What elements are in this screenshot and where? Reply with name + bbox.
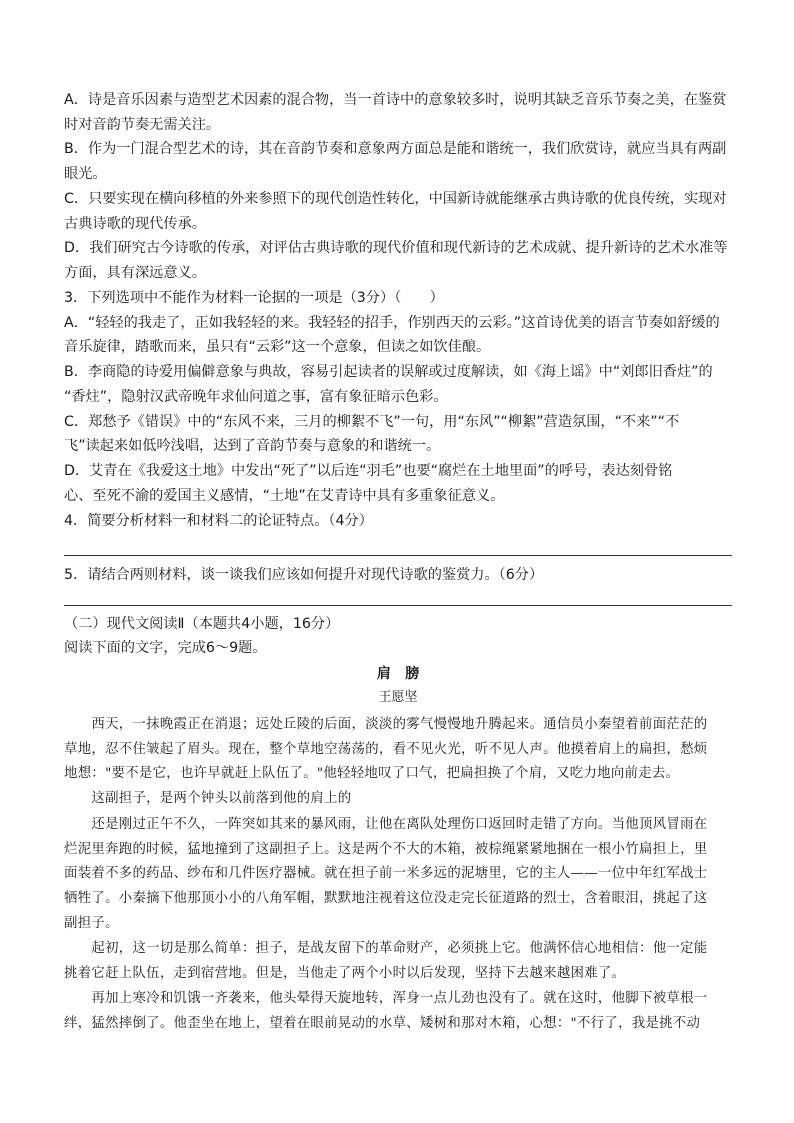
- story-line: 还是刚过正午不久，一阵突如其来的暴风雨，让他在离队处理伤口返回时走错了方向。当他顶风冒雨在: [64, 817, 708, 832]
- story-line: 副担子。: [64, 916, 119, 931]
- q2-option-a-line1: A．诗是音乐因素与造型艺术因素的混合物，当一首诗中的意象较多时，说明其缺乏音乐节奏之美，在鉴赏: [64, 92, 727, 108]
- q3-stem: 3．下列选项中不能作为材料一论据的一项是（3分）（ ）: [64, 290, 444, 306]
- story-line: 草地，忍不住皱起了眉头。现在，整个草地空荡荡的，看不见火光，听不见人声。他摸着肩上的扁担，愁烦: [64, 742, 708, 757]
- story-line: 烂泥里奔跑的时候，猛地撞到了这副担子上。这是两个不大的木箱，被棕绳紧紧地捆在一根小竹扁担上，里: [64, 842, 708, 857]
- story-title: 肩 膀: [376, 666, 420, 682]
- story-line: 再加上寒冷和饥饿一齐袭来，他头晕得天旋地转，浑身一点儿劲也没有了。就在这时，他脚下被草根一: [64, 991, 708, 1006]
- story-author: 王愿坚: [378, 690, 418, 705]
- story-line: 挑着它赶上队伍，走到宿营地。但是，当他走了两个小时以后发现，坚持下去越来越困难了。: [64, 966, 626, 981]
- story-line: 地想："要不是它，也许早就赶上队伍了。"他轻轻地叹了口气，把扁担换了个肩，又吃力地向前走去。: [64, 766, 680, 781]
- story-line: 西天，一抹晚霞正在消退；远处丘陵的后面，淡淡的雾气慢慢地升腾起来。通信员小秦望着前面茫茫的: [64, 717, 708, 732]
- q2-option-c-line2: 古典诗歌的现代传承。: [64, 216, 206, 232]
- q2-option-a-line2: 时对音韵节奏无需关注。: [64, 117, 221, 133]
- q3-option-a-line1: A．“轻轻的我走了，正如我轻轻的来。我轻轻的招手，作别西天的云彩。”这首诗优美的语言节奏如舒缓的: [64, 315, 720, 331]
- q3-option-a-line2: 音乐旋律，踏歌而来，虽只有“云彩”这一个意象，但读之如饮佳酿。: [64, 339, 491, 355]
- story-line: 绊，猛然摔倒了。他歪坐在地上，望着在眼前晃动的水草、矮树和那对木箱，心想："不行了，我是挑不动: [64, 1016, 701, 1031]
- story-line: 牺牲了。小秦摘下他那顶小小的八角军帽，默默地注视着这位没走完长征道路的烈士，含着眼泪，挑起了这: [64, 891, 708, 906]
- q3-option-c-line1: C．郑愁予《错误》中的“东风不来，三月的柳絮不飞”一句，用“东风”“柳絮”营造氛围，“不来”“不: [64, 414, 680, 430]
- q2-option-b-line2: 眼光。: [64, 166, 107, 182]
- q3-option-c-line2: 飞”读起来如低吟浅唱，达到了音韵节奏与意象的和谐统一。: [64, 438, 441, 454]
- story-line: 面装着不多的药品、纱布和几件医疗器械。就在担子前一米多远的泥塘里，它的主人——一位中年红军战士: [64, 866, 708, 881]
- q3-option-b-line2: “香炷”，隐射汉武帝晚年求仙问道之事，富有象征暗示色彩。: [64, 389, 448, 405]
- q3-option-b-line1: B．李商隐的诗爱用偏僻意象与典故，容易引起读者的误解或过度解读，如《海上谣》中“刘郎旧香炷”的: [64, 364, 713, 380]
- q3-option-d-line1: D．艾青在《我爱这土地》中发出“死了”以后连“羽毛”也要“腐烂在土地里面”的呼号，表达刻骨铭: [64, 463, 673, 479]
- story-line: 起初，这一切是那么简单：担子，是战友留下的革命财产，必须挑上它。他满怀信心地相信：他一定能: [64, 941, 708, 956]
- q3-option-d-line2: 心、至死不渝的爱国主义感情，“土地”在艾青诗中具有多重象征意义。: [64, 488, 505, 504]
- q4-question: 4．简要分析材料一和材料二的论证特点。（4分）: [64, 513, 373, 529]
- q2-option-d-line1: D．我们研究古今诗歌的传承，对评估古典诗歌的现代价值和现代新诗的艺术成就、提升新诗的艺术水准等: [64, 240, 728, 256]
- q4-answer-line[interactable]: [64, 555, 732, 556]
- section2-heading: （二）现代文阅读Ⅱ（本题共4小题，16分）: [64, 616, 340, 632]
- story-line: 这副担子，是两个钟头以前落到他的肩上的: [64, 791, 352, 806]
- q5-answer-line[interactable]: [64, 605, 732, 606]
- section2-instruction: 阅读下面的文字，完成6～9题。: [64, 640, 267, 656]
- q5-question: 5．请结合两则材料，谈一谈我们应该如何提升对现代诗歌的鉴赏力。（6分）: [64, 567, 544, 583]
- q2-option-d-line2: 方面，具有深远意义。: [64, 265, 206, 281]
- q2-option-c-line1: C．只要实现在横向移植的外来参照下的现代创造性转化，中国新诗就能继承古典诗歌的优良传统，实现对: [64, 191, 727, 207]
- q2-option-b-line1: B．作为一门混合型艺术的诗，其在音韵节奏和意象两方面总是能和谐统一，我们欣赏诗，就应当具有两副: [64, 141, 727, 157]
